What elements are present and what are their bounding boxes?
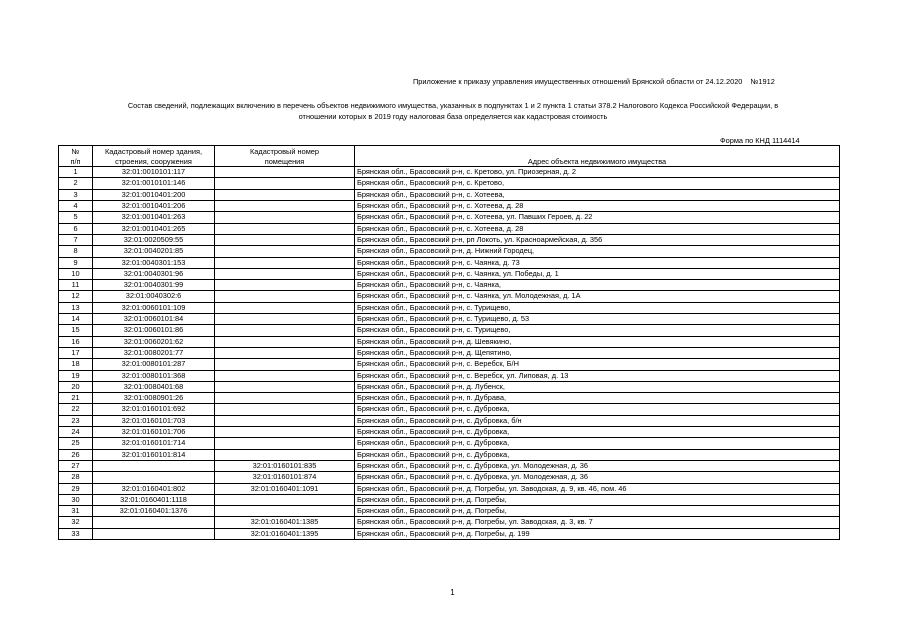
room-cadastral-cell [215,201,355,212]
room-cadastral-cell [215,359,355,370]
row-number-cell: 27 [59,460,93,471]
building-cadastral-cell: 32:01:0080201:77 [93,347,215,358]
table-row [59,212,840,223]
room-cadastral-cell [215,178,355,189]
building-cadastral-cell: 32:01:0040301:99 [93,280,215,291]
address-cell: Брянская обл., Брасовский р-н, д. Шевякино, [355,336,840,347]
building-cadastral-cell: 32:01:0080101:368 [93,370,215,381]
table-row [59,189,840,200]
table-row [59,438,840,449]
row-number-cell: 12 [59,291,93,302]
room-cadastral-cell [215,291,355,302]
row-number-cell: 2 [59,178,93,189]
room-cadastral-cell [215,302,355,313]
row-number-cell: 28 [59,472,93,483]
room-cadastral-cell [215,336,355,347]
room-cadastral-cell: 32:01:0160101:835 [215,460,355,471]
table-row [59,427,840,438]
address-cell: Брянская обл., Брасовский р-н, с. Веребск, Б/Н [355,359,840,370]
building-cadastral-cell: 32:01:0160101:692 [93,404,215,415]
building-cadastral-cell: 32:01:0080101:287 [93,359,215,370]
room-cadastral-cell: 32:01:0160101:874 [215,472,355,483]
room-cadastral-cell [215,449,355,460]
row-number-cell: 15 [59,325,93,336]
table-row [59,483,840,494]
document-title-line1: Состав сведений, подлежащих включению в перечень объектов недвижимого имущества, указанных в подпунктах 1 и 2 пункта 1 статьи 378.2 Налогового Кодекса Российской Федерации, в [127,101,779,110]
row-number-cell: 33 [59,528,93,539]
table-row [59,325,840,336]
address-cell: Брянская обл., Брасовский р-н, с. Дубровка, ул. Молодежная, д. 36 [355,460,840,471]
row-number-cell: 17 [59,347,93,358]
row-number-cell: 3 [59,189,93,200]
room-cadastral-cell [215,268,355,279]
building-cadastral-cell: 32:01:0060101:84 [93,314,215,325]
table-row [59,336,840,347]
room-cadastral-cell [215,370,355,381]
room-cadastral-cell [215,167,355,178]
address-cell: Брянская обл., Брасовский р-н, с. Дубровка, [355,438,840,449]
table-row [59,234,840,245]
address-cell: Брянская обл., Брасовский р-н, с. Кретово, ул. Приозерная, д. 2 [355,167,840,178]
building-cadastral-cell: 32:01:0080901:26 [93,393,215,404]
row-number-cell: 22 [59,404,93,415]
address-cell: Брянская обл., Брасовский р-н, с. Дубровка, ул. Молодежная, д. 36 [355,472,840,483]
building-cadastral-cell: 32:01:0010101:117 [93,167,215,178]
row-number-cell: 21 [59,393,93,404]
building-cadastral-cell: 32:01:0010401:263 [93,212,215,223]
building-cadastral-cell: 32:01:0160101:714 [93,438,215,449]
room-cadastral-cell [215,347,355,358]
room-cadastral-cell [215,234,355,245]
column-header-number-line1: № [71,147,80,156]
room-cadastral-cell [215,325,355,336]
room-cadastral-cell [215,494,355,505]
column-header-building-line1: Кадастровый номер здания, [104,147,203,156]
table-row [59,472,840,483]
table-row [59,359,840,370]
room-cadastral-cell [215,381,355,392]
address-cell: Брянская обл., Брасовский р-н, с. Турищево, [355,302,840,313]
row-number-cell: 1 [59,167,93,178]
building-cadastral-cell: 32:01:0020509:55 [93,234,215,245]
table-row [59,167,840,178]
building-cadastral-cell: 32:01:0160401:1118 [93,494,215,505]
document-title [58,100,848,122]
building-cadastral-cell [93,460,215,471]
building-cadastral-cell: 32:01:0040201:85 [93,246,215,257]
address-cell: Брянская обл., Брасовский р-н, п. Дубрава, [355,393,840,404]
address-cell: Брянская обл., Брасовский р-н, с. Турищево, [355,325,840,336]
table-row [59,280,840,291]
building-cadastral-cell: 32:01:0160101:814 [93,449,215,460]
table-row [59,201,840,212]
document-title-line2: отношении которых в 2019 году налоговая база определяется как кадастровая стоимость [298,112,608,121]
column-header-address: Адрес объекта недвижимого имущества [355,146,840,167]
property-registry-table [58,145,840,540]
building-cadastral-cell: 32:01:0080401:68 [93,381,215,392]
table-row [59,415,840,426]
address-cell: Брянская обл., Брасовский р-н, д. Нижний Городец, [355,246,840,257]
table-row [59,494,840,505]
room-cadastral-cell [215,257,355,268]
room-cadastral-cell [215,415,355,426]
table-row [59,302,840,313]
row-number-cell: 29 [59,483,93,494]
building-cadastral-cell [93,472,215,483]
address-cell: Брянская обл., Брасовский р-н, д. Щепятино, [355,347,840,358]
table-row [59,268,840,279]
row-number-cell: 23 [59,415,93,426]
row-number-cell: 9 [59,257,93,268]
appendix-text: Приложение к приказу управления имущественных отношений Брянской области от 24.12.2020 [413,77,743,86]
table-header [59,146,840,167]
address-cell: Брянская обл., Брасовский р-н, д. Лубенск, [355,381,840,392]
address-cell: Брянская обл., Брасовский р-н, с. Хотеева, ул. Павших Героев, д. 22 [355,212,840,223]
room-cadastral-cell [215,280,355,291]
building-cadastral-cell: 32:01:0040302:6 [93,291,215,302]
form-code: Форма по КНД 1114414 [720,136,800,145]
address-cell: Брянская обл., Брасовский р-н, д. Погребы, [355,506,840,517]
address-cell: Брянская обл., Брасовский р-н, д. Погребы, [355,494,840,505]
column-header-number-line2: п/п [70,156,81,166]
building-cadastral-cell: 32:01:0060101:109 [93,302,215,313]
address-cell: Брянская обл., Брасовский р-н, д. Погребы, ул. Заводская, д. 3, кв. 7 [355,517,840,528]
row-number-cell: 4 [59,201,93,212]
row-number-cell: 26 [59,449,93,460]
row-number-cell: 6 [59,223,93,234]
room-cadastral-cell [215,393,355,404]
row-number-cell: 31 [59,506,93,517]
building-cadastral-cell: 32:01:0160401:802 [93,483,215,494]
building-cadastral-cell: 32:01:0160101:703 [93,415,215,426]
address-cell: Брянская обл., Брасовский р-н, с. Чаянка, [355,280,840,291]
building-cadastral-cell: 32:01:0160401:1376 [93,506,215,517]
column-header-number [59,146,93,167]
table-row [59,449,840,460]
table-row [59,291,840,302]
address-cell: Брянская обл., Брасовский р-н, с. Веребск, ул. Липовая, д. 13 [355,370,840,381]
row-number-cell: 16 [59,336,93,347]
order-number: №1912 [750,77,775,86]
row-number-cell: 14 [59,314,93,325]
table-row [59,381,840,392]
row-number-cell: 18 [59,359,93,370]
table-row [59,178,840,189]
room-cadastral-cell [215,404,355,415]
appendix-header [413,77,775,86]
address-cell: Брянская обл., Брасовский р-н, с. Чаянка, ул. Молодежная, д. 1А [355,291,840,302]
row-number-cell: 32 [59,517,93,528]
table-row [59,347,840,358]
row-number-cell: 25 [59,438,93,449]
column-header-building [93,146,215,167]
row-number-cell: 8 [59,246,93,257]
building-cadastral-cell: 32:01:0060201:62 [93,336,215,347]
row-number-cell: 13 [59,302,93,313]
table-row [59,506,840,517]
room-cadastral-cell: 32:01:0160401:1385 [215,517,355,528]
column-header-building-line2: строения, сооружения [115,156,192,166]
room-cadastral-cell [215,506,355,517]
row-number-cell: 19 [59,370,93,381]
table-row [59,223,840,234]
address-cell: Брянская обл., Брасовский р-н, с. Хотеева, д. 28 [355,201,840,212]
column-header-room-line1: Кадастровый номер [249,147,320,156]
table-header-row [59,146,840,167]
table-row [59,393,840,404]
table-row [59,460,840,471]
table-row [59,314,840,325]
building-cadastral-cell: 32:01:0010101:146 [93,178,215,189]
building-cadastral-cell: 32:01:0040301:153 [93,257,215,268]
building-cadastral-cell [93,528,215,539]
row-number-cell: 30 [59,494,93,505]
address-cell: Брянская обл., Брасовский р-н, с. Кретово, [355,178,840,189]
row-number-cell: 7 [59,234,93,245]
building-cadastral-cell: 32:01:0010401:200 [93,189,215,200]
room-cadastral-cell [215,223,355,234]
room-cadastral-cell: 32:01:0160401:1091 [215,483,355,494]
column-header-room-line2: помещения [264,156,305,166]
address-cell: Брянская обл., Брасовский р-н, с. Чаянка, ул. Победы, д. 1 [355,268,840,279]
column-header-room [215,146,355,167]
row-number-cell: 5 [59,212,93,223]
table-body [59,167,840,540]
row-number-cell: 11 [59,280,93,291]
table-row [59,246,840,257]
building-cadastral-cell: 32:01:0010401:265 [93,223,215,234]
room-cadastral-cell: 32:01:0160401:1395 [215,528,355,539]
table-row [59,404,840,415]
row-number-cell: 20 [59,381,93,392]
row-number-cell: 10 [59,268,93,279]
building-cadastral-cell: 32:01:0060101:86 [93,325,215,336]
building-cadastral-cell: 32:01:0040301:96 [93,268,215,279]
building-cadastral-cell [93,517,215,528]
room-cadastral-cell [215,212,355,223]
address-cell: Брянская обл., Брасовский р-н, д. Погребы, д. 199 [355,528,840,539]
address-cell: Брянская обл., Брасовский р-н, с. Дубровка, б/н [355,415,840,426]
room-cadastral-cell [215,427,355,438]
table-row [59,257,840,268]
address-cell: Брянская обл., Брасовский р-н, с. Хотеева, д. 28 [355,223,840,234]
address-cell: Брянская обл., Брасовский р-н, с. Дубровка, [355,404,840,415]
row-number-cell: 24 [59,427,93,438]
room-cadastral-cell [215,438,355,449]
address-cell: Брянская обл., Брасовский р-н, с. Дубровка, [355,449,840,460]
address-cell: Брянская обл., Брасовский р-н, д. Погребы, ул. Заводская, д. 9, кв. 46, пом. 46 [355,483,840,494]
building-cadastral-cell: 32:01:0160101:706 [93,427,215,438]
address-cell: Брянская обл., Брасовский р-н, рп Локоть, ул. Красноармейская, д. 356 [355,234,840,245]
address-cell: Брянская обл., Брасовский р-н, с. Дубровка, [355,427,840,438]
table-row [59,528,840,539]
room-cadastral-cell [215,246,355,257]
table-row [59,370,840,381]
table-row [59,517,840,528]
address-cell: Брянская обл., Брасовский р-н, с. Чаянка, д. 73 [355,257,840,268]
building-cadastral-cell: 32:01:0010401:206 [93,201,215,212]
room-cadastral-cell [215,314,355,325]
room-cadastral-cell [215,189,355,200]
address-cell: Брянская обл., Брасовский р-н, с. Хотеева, [355,189,840,200]
address-cell: Брянская обл., Брасовский р-н, с. Турищево, д. 53 [355,314,840,325]
page-number: 1 [450,588,455,597]
